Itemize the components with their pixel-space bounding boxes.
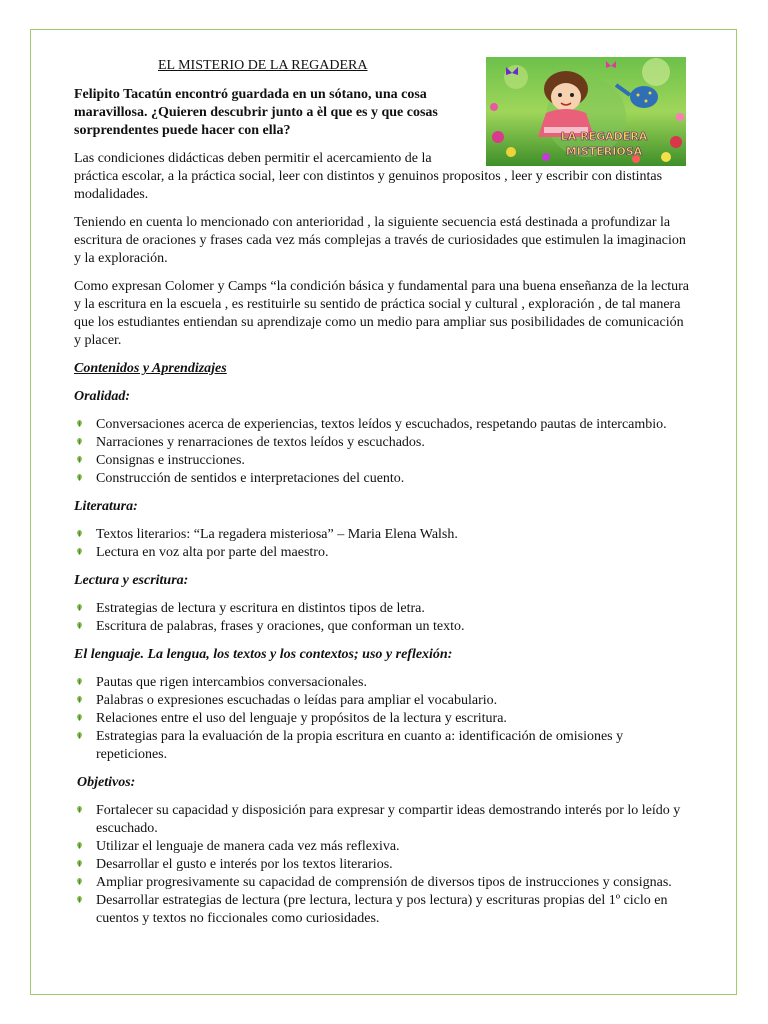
- leaf-bullet-icon: [75, 455, 84, 464]
- heading-literatura: Literatura:: [74, 499, 138, 514]
- heading-objetivos: Objetivos:: [77, 775, 136, 790]
- list-item: Estrategias de lectura y escritura en distintos tipos de letra.: [74, 600, 694, 618]
- paragraph-conditions-rest: práctica escolar, a la práctica social, leer con distintos y genuinos propositos , leer y escribir con distintas modalidades.: [74, 169, 663, 202]
- leaf-bullet-icon: [75, 437, 84, 446]
- list-item: Ampliar progresivamente su capacidad de comprensión de diversos tipos de instrucciones y consignas.: [74, 874, 694, 892]
- heading-lectura-escritura: Lectura y escritura:: [74, 573, 189, 588]
- intro-text: Felipito Tacatún encontró guardada en un sótano, una cosa maravillosa. ¿Quieren descubrir junto a èl que es y que cosas sorprendentes puede hacer con ella?: [74, 87, 438, 138]
- leaf-bullet-icon: [75, 419, 84, 428]
- leaf-bullet-icon: [75, 731, 84, 740]
- paragraph-conditions: [74, 150, 694, 204]
- leaf-bullet-icon: [75, 677, 84, 686]
- leaf-bullet-icon: [75, 895, 84, 904]
- heading-oralidad: Oralidad:: [74, 389, 130, 404]
- leaf-bullet-icon: [75, 621, 84, 630]
- list-item: Textos literarios: “La regadera misteriosa” – Maria Elena Walsh.: [74, 526, 694, 544]
- paragraph-conditions-start: Las condiciones didácticas deben permitir el acercamiento de la: [74, 151, 432, 166]
- leaf-bullet-icon: [75, 859, 84, 868]
- illustration-caption-line1: LA REGADERA: [560, 130, 648, 143]
- list-item: Construcción de sentidos e interpretaciones del cuento.: [74, 470, 694, 488]
- list-item: Desarrollar estrategias de lectura (pre lectura, lectura y pos lectura) y escrituras propias del 1º ciclo en cuentos y textos no ficcionales como curiosidades.: [74, 892, 694, 928]
- list-item: Conversaciones acerca de experiencias, textos leídos y escuchados, respetando pautas de intercambio.: [74, 416, 694, 434]
- list-item: Escritura de palabras, frases y oraciones, que conforman un texto.: [74, 618, 694, 636]
- heading-lenguaje: El lenguaje. La lengua, los textos y los contextos; uso y reflexión:: [74, 647, 453, 662]
- list-item: Pautas que rigen intercambios conversacionales.: [74, 674, 694, 692]
- illustration-caption-line2: MISTERIOSA: [565, 145, 643, 158]
- list-item: Consignas e instrucciones.: [74, 452, 694, 470]
- list-item: Narraciones y renarraciones de textos leídos y escuchados.: [74, 434, 694, 452]
- list-item: Palabras o expresiones escuchadas o leídas para ampliar el vocabulario.: [74, 692, 694, 710]
- list-item: Estrategias para la evaluación de la propia escritura en cuanto a: identificación de omisiones y repeticiones.: [74, 728, 694, 764]
- leaf-bullet-icon: [75, 877, 84, 886]
- list-oralidad: [74, 416, 694, 488]
- document-title: EL MISTERIO DE LA REGADERA: [158, 58, 368, 73]
- heading-contenidos: Contenidos y Aprendizajes: [74, 361, 227, 376]
- leaf-bullet-icon: [75, 695, 84, 704]
- list-literatura: [74, 526, 694, 562]
- leaf-bullet-icon: [75, 713, 84, 722]
- leaf-bullet-icon: [75, 547, 84, 556]
- document-body: [74, 150, 694, 928]
- leaf-bullet-icon: [75, 473, 84, 482]
- list-lenguaje: [74, 674, 694, 764]
- leaf-bullet-icon: [75, 841, 84, 850]
- leaf-bullet-icon: [75, 529, 84, 538]
- list-item: Lectura en voz alta por parte del maestro.: [74, 544, 694, 562]
- list-item: Desarrollar el gusto e interés por los textos literarios.: [74, 856, 694, 874]
- list-lectura-escritura: [74, 600, 694, 636]
- paragraph-sequence: Teniendo en cuenta lo mencionado con anterioridad , la siguiente secuencia está destinada a profundizar la escritura de oraciones y frases cada vez más complejas a través de curiosidades que estimulen la imaginacion y la exploración.: [74, 215, 686, 266]
- list-item: Utilizar el lenguaje de manera cada vez más reflexiva.: [74, 838, 694, 856]
- paragraph-colomer-camps: Como expresan Colomer y Camps “la condición básica y fundamental para una buena enseñanza de la lectura y la escritura en la escuela , es restituirle su sentido de práctica social y cultural , exploración , de tal manera que los estudiantes entiendan su aprendizaje como un medio para ampliar sus posibilidades de comunicación y placer.: [74, 279, 689, 348]
- list-item: Fortalecer su capacidad y disposición para expresar y compartir ideas demostrando interés por lo leído y escuchado.: [74, 802, 694, 838]
- list-objetivos: [74, 802, 694, 928]
- leaf-bullet-icon: [75, 603, 84, 612]
- leaf-bullet-icon: [75, 805, 84, 814]
- list-item: Relaciones entre el uso del lenguaje y propósitos de la lectura y escritura.: [74, 710, 694, 728]
